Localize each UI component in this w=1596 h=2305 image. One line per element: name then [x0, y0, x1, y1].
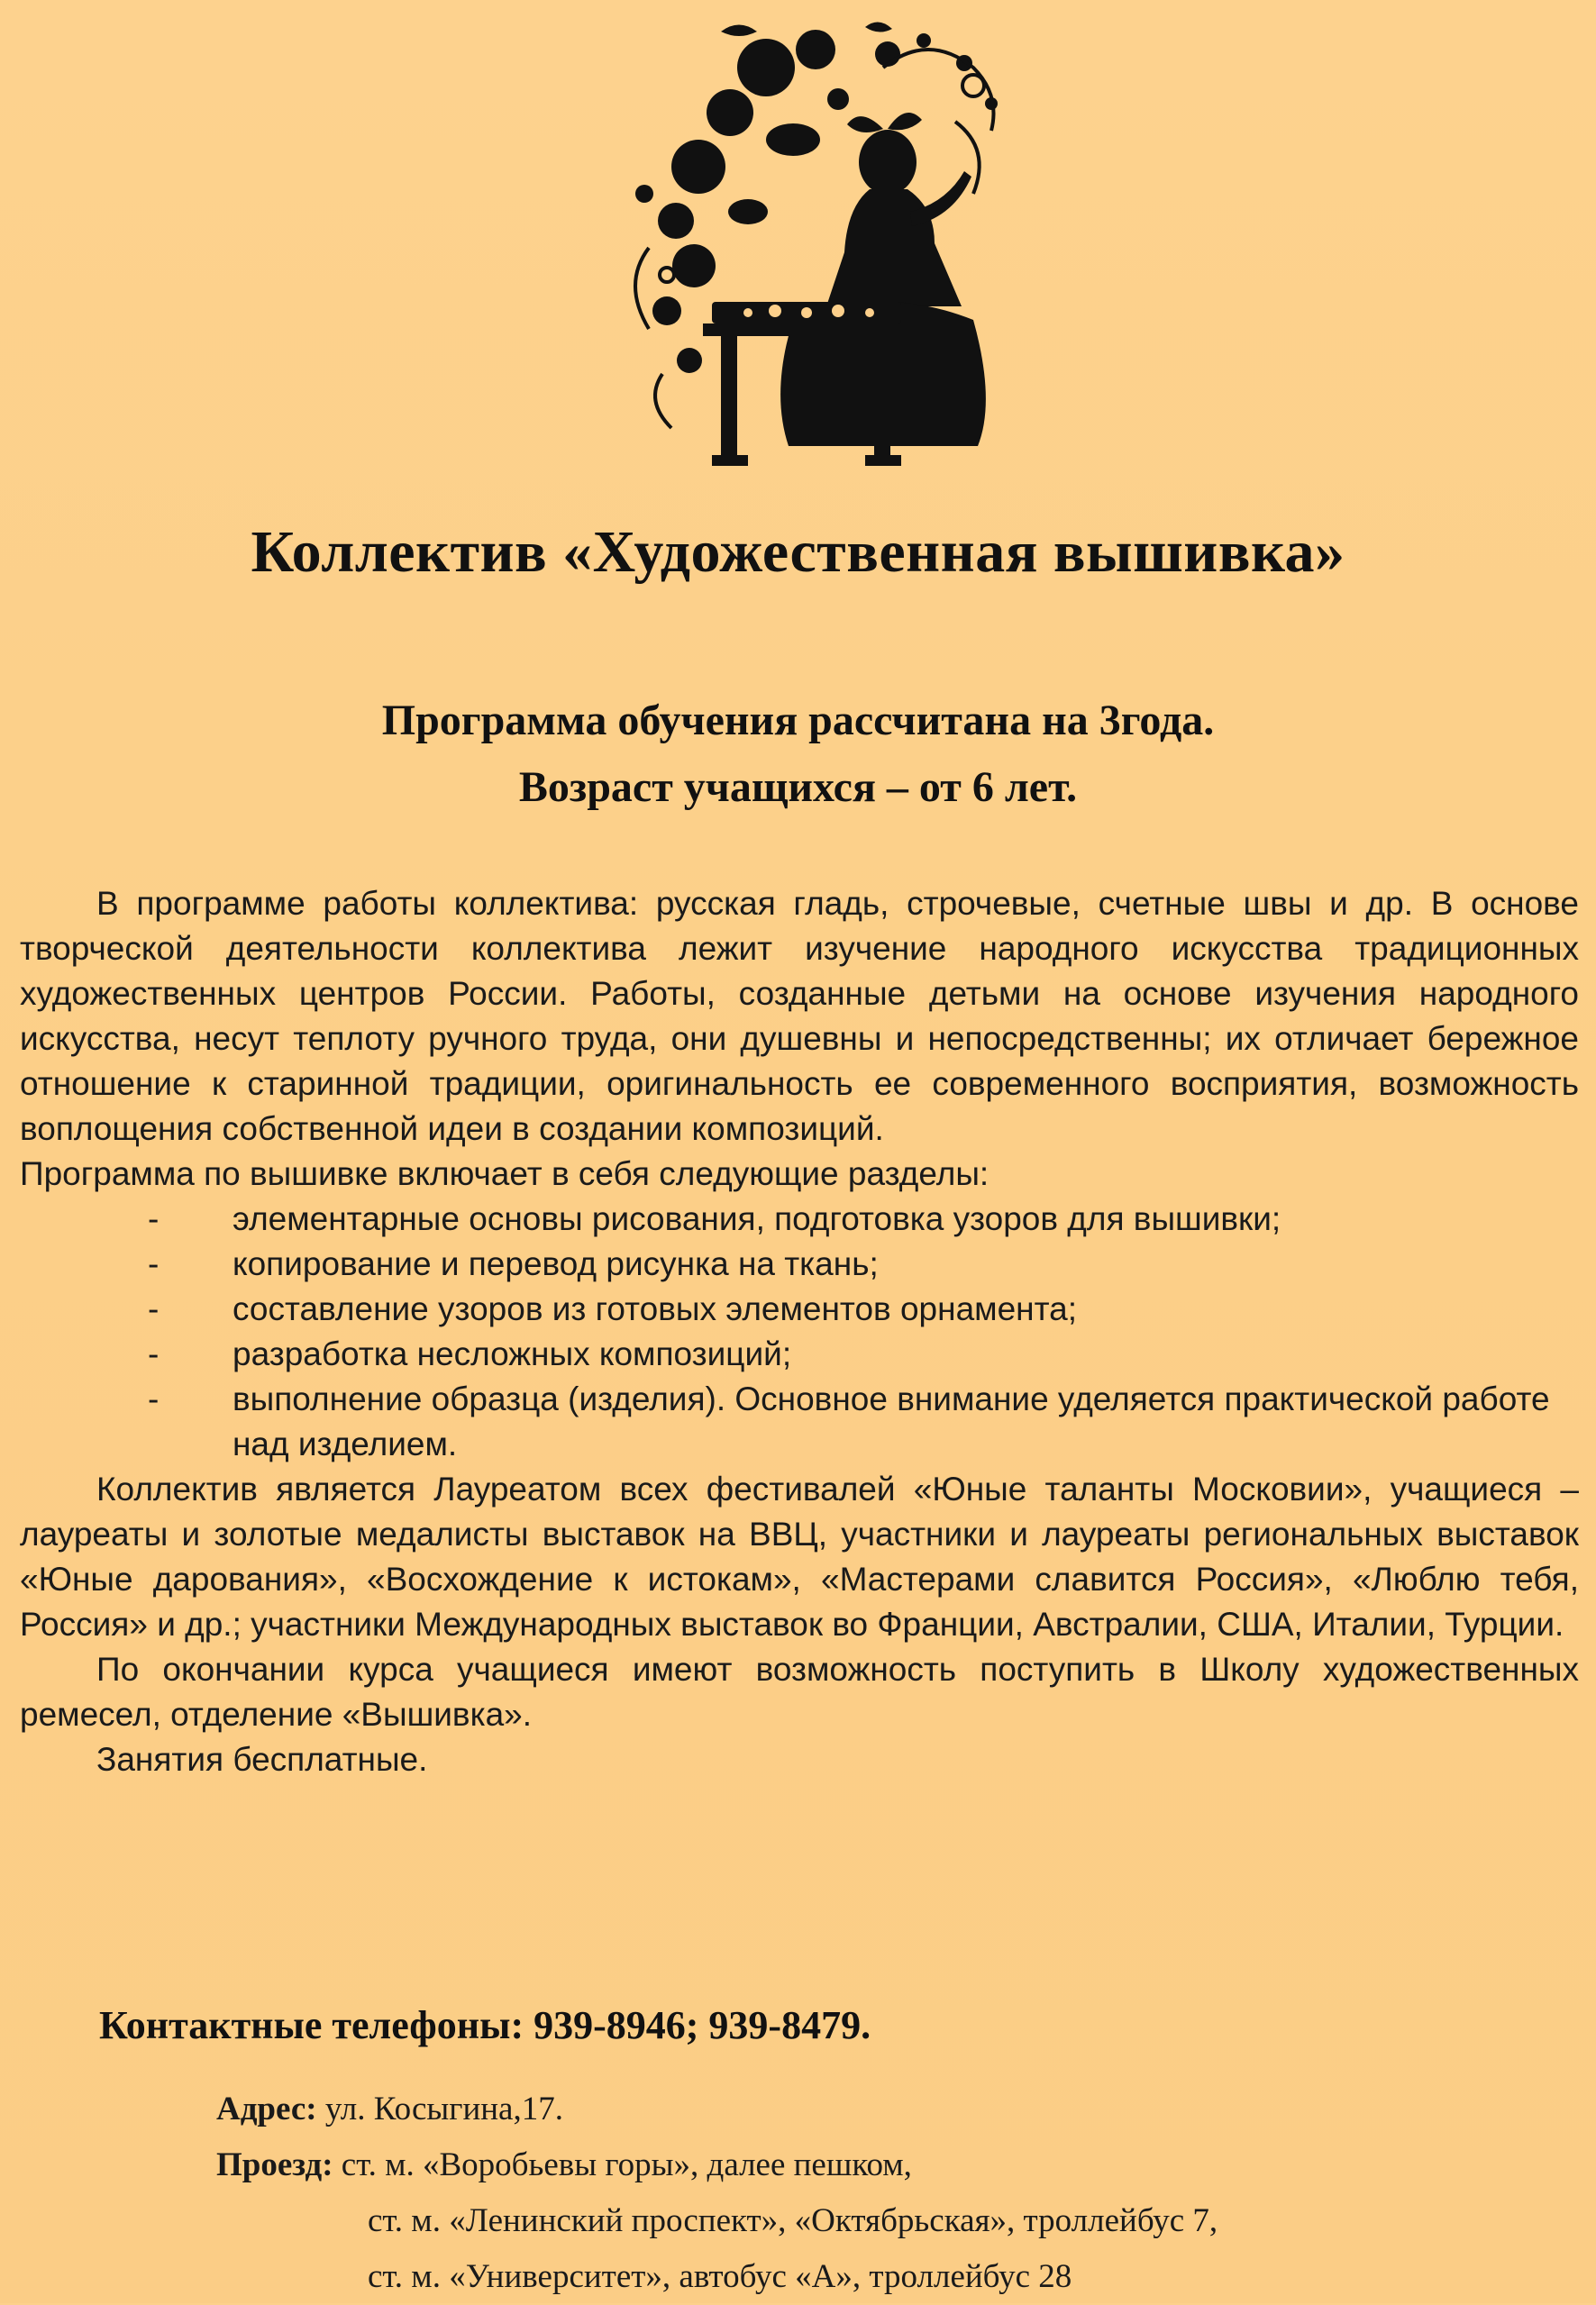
route-row: [216, 2193, 1218, 2249]
address-row: [216, 2082, 1218, 2137]
list-item: - копирование и перевод рисунка на ткань;: [20, 1242, 1579, 1287]
address-block: [216, 2082, 1218, 2305]
route-line: ст. м. «Воробьевы горы», далее пешком,: [333, 2146, 912, 2183]
free-classes-note: Занятия бесплатные.: [96, 1741, 428, 1778]
awards-paragraph: Коллектив является Лауреатом всех фестивалей «Юные таланты Московии», учащиеся – лауреаты и золотые медалисты выставок на ВВЦ, участники и лауреаты региональных выставок «Юные дарования», «Восхождение к истокам», «Мастерами славится Россия», «Люблю тебя, Россия» и др.; участники Международных выставок во Франции, Австралии, США, Италии, Турции.: [20, 1471, 1579, 1643]
route-line: ст. м. «Ленинский проспект», «Октябрьская», троллейбус 7,: [368, 2202, 1218, 2239]
list-dash: -: [148, 1290, 160, 1327]
graduation-paragraph: По окончании курса учащиеся имеют возможность поступить в Школу художественных ремесел, отделение «Вышивка».: [20, 1651, 1579, 1733]
route-label: Проезд:: [216, 2146, 333, 2183]
program-sections-list: [20, 1197, 1579, 1467]
list-item: - составление узоров из готовых элементов орнамента;: [20, 1287, 1579, 1332]
body-text: [20, 881, 1579, 1782]
address-value: ул. Косыгина,17.: [316, 2091, 563, 2127]
embroidery-girl-silhouette-icon: [613, 14, 1036, 473]
list-intro: Программа по вышивке включает в себя следующие разделы:: [20, 1155, 990, 1192]
list-dash: -: [148, 1245, 160, 1282]
address-label: Адрес:: [216, 2091, 317, 2127]
list-dash: -: [148, 1200, 160, 1237]
list-item: - разработка несложных композиций;: [20, 1332, 1579, 1377]
route-row: [216, 2137, 1218, 2193]
route-row: [216, 2249, 1218, 2305]
list-item: - выполнение образца (изделия). Основное внимание уделяется практической работе над изделием.: [20, 1377, 1579, 1467]
list-item: - элементарные основы рисования, подготовка узоров для вышивки;: [20, 1197, 1579, 1242]
student-age: Возраст учащихся – от 6 лет.: [518, 763, 1078, 811]
program-description-paragraph: В программе работы коллектива: русская гладь, строчевые, счетные швы и др. В основе творческой деятельности коллектива лежит изучение народного искусства традиционных художественных центров России. Работы, созданные детьми на основе изучения народного искусства, несут теплоту ручного труда, они душевны и непосредственны; их отличает бережное отношение к старинной традиции, оригинальность ее современного восприятия, возможность воплощения собственной идеи в создании композиций.: [20, 885, 1579, 1147]
program-duration: Программа обучения рассчитана на 3года.: [381, 697, 1215, 744]
list-dash: -: [148, 1380, 160, 1417]
page-title: Коллектив «Художественная вышивка»: [251, 519, 1345, 585]
route-line: ст. м. «Университет», автобус «А», троллейбус 28: [368, 2258, 1072, 2295]
list-dash: -: [148, 1335, 160, 1372]
contact-phones: Контактные телефоны: 939-8946; 939-8479.: [99, 2003, 871, 2047]
